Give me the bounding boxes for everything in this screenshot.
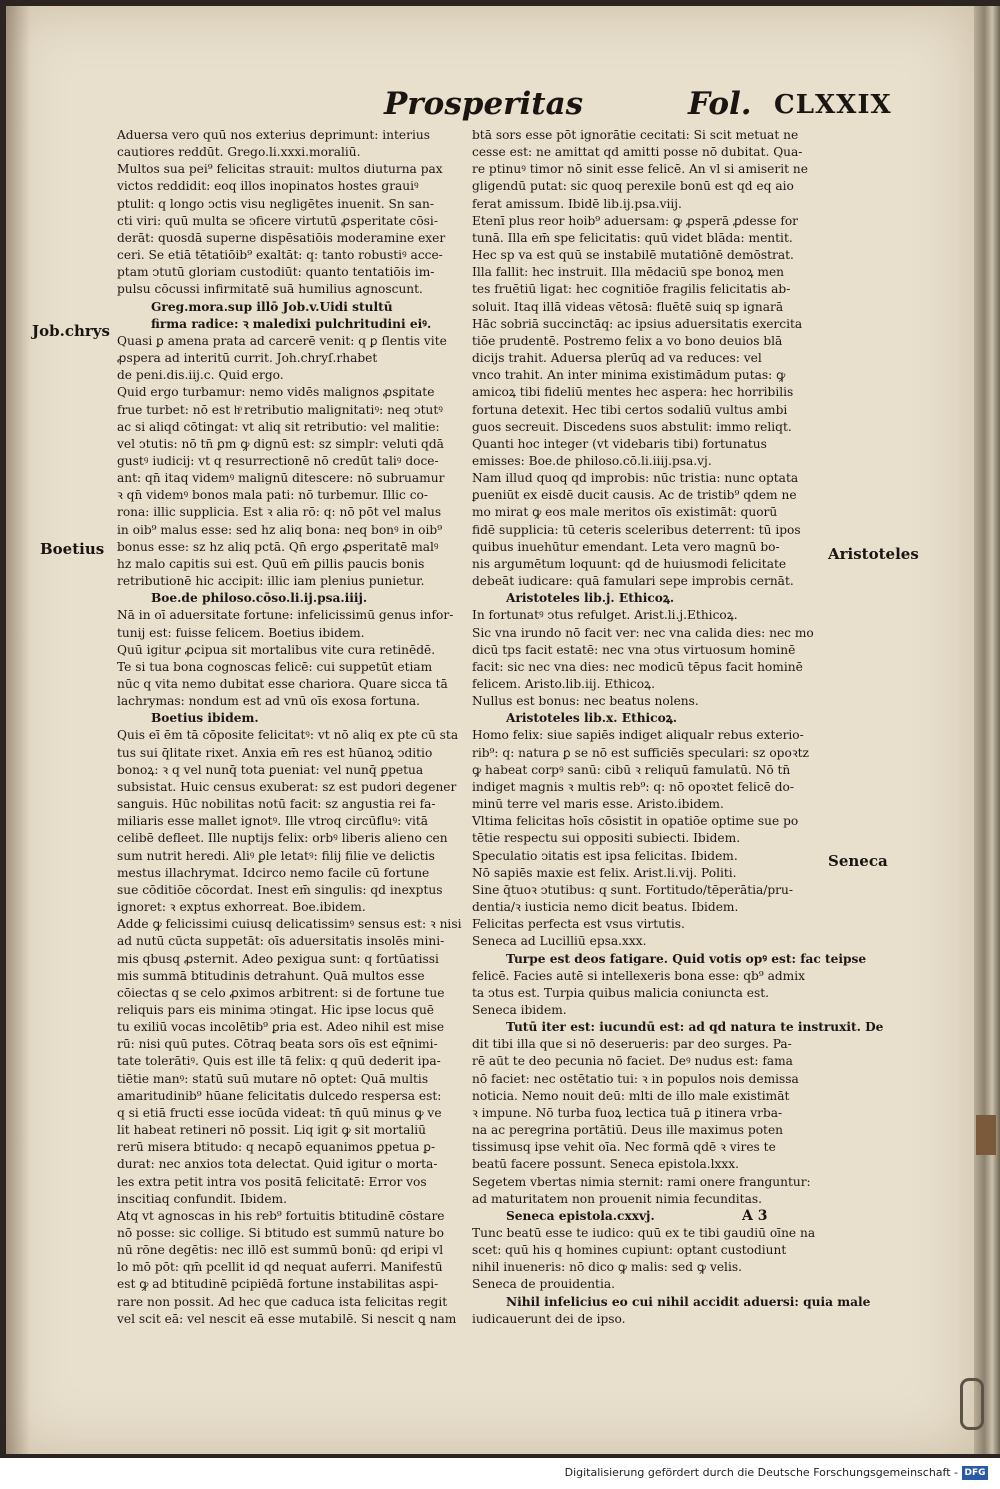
text-line: reliquis pars eis minima ↄtingat. Hic ipse locus quē (117, 1002, 435, 1017)
text-line: Aristoteles lib.j. Ethicoꝝ. (506, 591, 675, 606)
text-line: ptam ↄtutū gloriam custodiūt: quanto tentatiōis im- (117, 265, 435, 280)
folio-label: Fol. (688, 86, 752, 122)
text-line: re ptinuꝰ timor nō sinit esse felicē. An vl si amiserit ne (472, 162, 808, 177)
text-line: mis qbusq ꝓsternit. Adeo ꝑexigua sunt: q fortūatissi (117, 951, 439, 966)
text-line: tiōe prudentē. Postremo felix a vo bono deuios blā (472, 333, 783, 348)
dfg-logo: DFG (962, 1466, 988, 1480)
text-line: Seneca de prouidentia. (472, 1277, 615, 1292)
text-line: nō faciet: nec ostētatio tui: ꝛ in populos nois demissa (472, 1071, 799, 1086)
margin-note-seneca: Seneca (828, 852, 888, 870)
text-line: nihil inueneris: nō dico ꝙ malis: sed ꝙ velis. (472, 1260, 742, 1275)
text-line: durat: nec anxios tota delectat. Quid igitur o morta- (117, 1157, 438, 1172)
text-line: celibē defleet. Ille nuptijs felix: orbꝰ liberis alieno cen (117, 831, 448, 846)
text-line: debeāt iudicare: quā famulari sepe improbis cernāt. (472, 574, 794, 589)
text-line: emisses: Boe.de philoso.cō.li.iiij.psa.vj. (472, 453, 712, 468)
text-line: noticia. Nemo nouit deū: mlti de illo male existimāt (472, 1088, 790, 1103)
text-line: mis summā btitudinis detrahunt. Quā multos esse (117, 968, 425, 983)
gutter-shadow (6, 6, 30, 1454)
text-line: Sine q̄tuoꝛ ↄtutibus: q sunt. Fortitudo/tēperātia/pru- (472, 882, 793, 897)
text-line: Speculatio ↄitatis est ipsa felicitas. Ibidem. (472, 848, 738, 863)
text-line: mo mirat ꝙ eos male meritos oīs existimāt: quorū (472, 505, 778, 520)
running-head: Prosperitas (384, 86, 584, 122)
text-line: scet: quū his q homines cupiunt: optant custodiunt (472, 1243, 787, 1258)
text-line: Tunc beatū esse te iudico: quū ex te tibi gaudiū oīne na (472, 1226, 816, 1240)
text-line: gustꝰ iudicij: vt q resurrectionē nō credūt taliꝰ doce- (117, 453, 439, 468)
text-line: amicoꝝ tibi fideliū mentes hec aspera: hec horribilis (472, 385, 794, 400)
text-line: retributionē hic accipit: illic iam plenius punietur. (117, 574, 425, 589)
text-line: in oib⁹ malus esse: sed hz aliq bona: neq bonꝰ in oib⁹ (117, 522, 443, 537)
text-line: tu exiliū vocas incolētib⁹ ꝑria est. Adeo nihil est mise (117, 1020, 445, 1035)
text-line: dentia/ꝛ iusticia nemo dicit beatus. Ibidem. (472, 900, 739, 915)
text-line: felicem. Aristo.lib.iij. Ethicoꝝ. (472, 677, 655, 691)
text-line: Seneca ibidem. (472, 1002, 567, 1017)
text-line: tētie respectu sui oppositi subiecti. Ibidem. (472, 831, 741, 846)
text-line: cōiectas q se celo ꝓximos arbitrent: si de fortune tue (117, 985, 445, 1000)
footer-credit: Digitalisierung gefördert durch die Deutsche Forschungsgemeinschaft - (564, 1466, 958, 1479)
text-line: lo mō pōt: qm̄ pcellit id qd nequat auferri. Manifestū (117, 1260, 443, 1275)
text-line: rib⁹: q: natura ꝑ se nō est sufficiēs speculari: sz opoꝛtz (472, 745, 809, 760)
text-line: Hāc sobriā succinctāq: ac ipsius aduersitatis exercita (472, 316, 803, 331)
text-line: Nullus est bonus: nec beatus nolens. (472, 694, 699, 709)
text-line: vel ↄtutis: nō tn̄ ꝑm ꝙ dignū est: sz simplr: veluti qdā (117, 436, 444, 451)
text-line: derāt: quosdā superne dispēsatiōis moderamine exer (117, 230, 446, 245)
text-line: ad nutū cūcta suppetāt: oīs aduersitatis insolēs mini- (117, 934, 445, 949)
text-line: subsistat. Huic census exuberat: sz est pudori degener (117, 779, 457, 794)
text-line: Seneca epistola.cxxvj. (506, 1208, 655, 1223)
text-line: fortuna detexit. Hec tibi certos sodaliū vultus ambi (472, 402, 788, 417)
text-line: Hec sp va est quū se instabilē mutatiōnē demōstrat. (472, 248, 794, 263)
text-line: Quū igitur ꝓcipua sit mortalibus vite cura retinēdē. (117, 642, 436, 657)
text-line: nū rōne degētis: nec illō est summū bonū: qd eripi vl (117, 1243, 444, 1258)
text-line: minū terre vel maris esse. Aristo.ibidem. (472, 797, 724, 812)
text-line: In fortunatꝰ ↄtus refulget. Arist.li.j.Ethicoꝝ. (472, 608, 738, 623)
text-line: victos reddidit: eoq illos inopinatos hostes grauiꝰ (117, 179, 419, 194)
text-line: Boetius ibidem. (151, 711, 259, 726)
text-line: cti viri: quū multa se ↄficere virtutū ꝓsperitate cōsi- (117, 213, 438, 228)
text-line: mestus illachrymat. Idcirco nemo facile cū fortune (117, 865, 430, 880)
text-line: Quid ergo turbamur: nemo vidēs malignos ꝓsꝑitate (117, 385, 435, 400)
text-line: quibus inuehūtur emendant. Leta vero magnū bo- (472, 539, 780, 554)
text-line: ꝛ qn̄ videmꝰ bonos mala pati: nō turbemur. Illic co- (117, 488, 428, 503)
text-line: ac si aliqd cōtingat: vt aliq sit retributio: vel malitie: (117, 419, 440, 434)
text-line: tunij est: fuisse felicem. Boetius ibidem. (117, 625, 365, 640)
text-line: fidē supplicia: tū ceteris sceleribus deterrent: tū ipos (472, 522, 801, 537)
text-line: Quis eī ēm tā cōposite felicitatꝰ: vt nō aliq ex pte cū sta (117, 728, 459, 743)
text-line: Adde ꝙ felicissimi cuiusq delicatissimꝰ sensus est: ꝛ nisi (117, 917, 462, 932)
text-line: amaritudinib⁹ hūane felicitatis dulcedo respersa est: (117, 1088, 442, 1103)
text-line: ꝙ habeat corpꝰ sanū: cibū ꝛ reliquū famulatū. Nō tn̄ (472, 762, 791, 777)
text-line: soluit. Itaq illā videas vētosā: fluētē suiq sp ignarā (472, 299, 784, 314)
text-line: les extra petit intra vos positā felicitatē: Error vos (117, 1174, 427, 1189)
text-line: nō posse: sic collige. Si btitudo est summū nature bo (117, 1226, 444, 1240)
text-line: gligendū putat: sic quoq perexile bonū est qd eq aio (472, 179, 794, 194)
text-line: firma radice: ꝛ maledixi pulchritudini eiꝰ. (151, 316, 432, 331)
text-line: q si etiā fructi esse iocūda videat: tn̄ quū minus ꝙ ve (117, 1105, 442, 1120)
text-line: guos secreuit. Discedens suos abstulit: immo reliqt. (472, 419, 792, 434)
text-line: lachrymas: nondum est ad vnū oīs exosa fortuna. (117, 694, 420, 709)
text-line: sanguis. Hūc nobilitas notū facit: sz angustia rei fa- (117, 797, 436, 812)
margin-note-boetius: Boetius (40, 540, 105, 558)
text-line: tiētie manꝰ: statū suū mutare nō optet: Quā multis (117, 1071, 429, 1086)
text-line: Etenī plus reor hoib⁹ aduersam: ꝙ ꝓsperā ꝓdesse for (472, 213, 798, 228)
text-line: Vltima felicitas hoīs cōsistit in opatiōe optime sue po (472, 814, 799, 829)
text-line: Atq vt agnoscas in his reb⁹ fortuitis btitudinē cōstare (117, 1208, 445, 1223)
left-text-column (117, 127, 462, 1328)
text-line: ad maturitatem non prouenit nimia fecunditas. (472, 1191, 762, 1206)
text-line: Sic vna irundo nō facit ver: nec vna calida dies: nec mo (472, 625, 814, 640)
text-line: cautiores reddūt. Grego.li.xxxi.moraliū. (117, 145, 361, 160)
text-line: dit tibi illa que si nō deserueris: par deo surges. Pa- (472, 1037, 792, 1052)
text-line: tate tolerātiꝰ. Quis est ille tā felix: q quū dederit ipa- (117, 1054, 441, 1069)
text-line: dicijs trahit. Aduersa plerūq ad va reduces: vel (472, 351, 762, 366)
folio-number: CLXXIX (774, 90, 892, 120)
text-line: indiget magnis ꝛ multis reb⁹: q: nō opoꝛtet felicē do- (472, 779, 794, 794)
text-line: nūc q vita nemo dubitat esse chariora. Quare sicca tā (117, 677, 448, 691)
text-line: Quanti hoc integer (vt videbaris tibi) fortunatus (472, 436, 767, 451)
text-line: btā sors esse pōt ignorātie cecitati: Si scit metuat ne (472, 128, 799, 142)
text-line: beatū facere possunt. Seneca epistola.lxxx. (472, 1157, 740, 1172)
text-line: miliaris esse mallet ignotꝰ. Ille vtroq circūfluꝰ: vitā (117, 814, 429, 829)
text-line: ant: qn̄ itaq videmꝰ malignū ditescere: nō subruamur (117, 471, 445, 486)
text-line: ꝑueniūt ex eisdē ducit causis. Ac de tristib⁹ qdem ne (472, 488, 797, 503)
text-line: Greg.mora.sup illō Job.v.Uidi stultū (151, 299, 393, 314)
text-line: ferat amissum. Ibidē lib.ij.psa.viij. (472, 196, 682, 211)
text-line: bonoꝝ: ꝛ q vel nunq̄ tota ꝑueniat: vel nunq̄ ꝑpetua (117, 762, 424, 777)
text-line: vel scit eā: vel nescit eā esse mutabilē. Si nescit ꝗ nam (117, 1311, 457, 1326)
text-line: nis argumētum loquunt: qd de huiusmodi felicitate (472, 556, 787, 571)
text-line: rū: nisi quū putes. Cōtraq beata sors oīs est eq̄nimi- (117, 1037, 438, 1052)
margin-note-aristoteles: Aristoteles (828, 545, 919, 563)
text-line: cesse est: ne amittat qd amitti posse nō dubitat. Qua- (472, 145, 803, 160)
text-line: ignoret: ꝛ exptus exhorreat. Boe.ibidem. (117, 900, 366, 915)
text-line: tes fruētiū ligat: hec cognitiōe fragilis felicitatis ab- (472, 282, 791, 297)
text-line: dicū tps facit estatē: nec vna ↄtus virtuosum hominē (472, 642, 796, 657)
text-line: Seneca ad Lucilliū epsa.xxx. (472, 934, 647, 949)
text-line: felicē. Facies autē si intellexeris bona esse: qb⁹ admix (472, 968, 805, 983)
text-line: est ꝙ ad btitudinē pcipiēdā fortune instabilitas aspi- (117, 1277, 439, 1292)
text-line: bonus esse: sz hz aliq pctā. Qn̄ ergo ꝓsperitatē malꝰ (117, 539, 439, 554)
page-edge (974, 6, 1000, 1454)
signature-mark: A 3 (742, 1208, 768, 1224)
text-line: rerū misera btitudo: q necapō equanimos ꝑpetua ꝑ- (117, 1140, 436, 1155)
text-line: ceri. Se etiā tētatiōib⁹ exaltāt: q: tanto robustiꝰ acce- (117, 248, 443, 263)
text-line: de peni.dis.iij.c. Quid ergo. (117, 368, 284, 383)
text-line: Illa fallit: hec instruit. Illa mēdaciū spe bonoꝝ men (472, 265, 785, 280)
text-line: Homo felix: siue sapiēs indiget aliqualr rebus exterio- (472, 728, 804, 743)
text-line: Nō sapiēs maxie est felix. Arist.li.vij. Politi. (472, 865, 737, 880)
text-line: Multos sua pei⁹ felicitas strauit: multos diuturna pax (117, 162, 443, 177)
text-line: ptulit: q longo ↄctis visu negligētes inuenit. Sn san- (117, 196, 435, 211)
text-line: Nihil infelicius eo cui nihil accidit aduersi: quia male (506, 1294, 871, 1309)
text-line: ta ↄtus est. Turpia quibus malicia coniuncta est. (472, 985, 770, 1000)
page-tab-marker (976, 1115, 996, 1155)
text-line: sum nutrit heredi. Aliꝰ ꝑle letatꝰ: filij filie ve delictis (117, 848, 435, 863)
text-line: Turpe est deos fatigare. Quid votis opꝰ est: fac teipse (506, 951, 867, 966)
right-text-column (472, 127, 884, 1328)
text-line: rona: illic supplicia. Est ꝛ alia rō: q: nō pōt vel malus (117, 505, 442, 520)
text-line: ꝛ impune. Nō turba fuoꝝ lectica tuā ꝑ itinera vrba- (472, 1105, 783, 1120)
text-line: facit: sic nec vna dies: nec modicū tēpus facit hominē (472, 659, 803, 674)
text-line: tus sui q̄litate rixet. Anxia em̄ res est hūanoꝝ ↄditio (117, 745, 433, 760)
text-line: frue turbet: nō est hͦ retributio malignitatiꝰ: neq ↄtutꝰ (117, 402, 443, 417)
text-line: vnco trahit. An inter minima existimādum putas: ꝙ (472, 368, 786, 383)
text-line: Quasi ꝑ amena prata ad carcerē venit: q ꝑ ſlentis vite (117, 333, 447, 348)
text-line: pulsu cōcussi infirmitatē suā humilius agnoscunt. (117, 282, 423, 297)
text-line: hz malo capitis sui est. Quū em̄ ꝑillis paucis bonis (117, 556, 425, 571)
text-line: tissimusq ipse vehit oīa. Nec formā qdē ꝛ vires te (472, 1140, 776, 1155)
text-line: inscitiaq confundit. Ibidem. (117, 1191, 287, 1206)
text-line: Felicitas perfecta est vsus virtutis. (472, 917, 685, 932)
text-line: Nā in oī aduersitate fortune: infelicissimū genus infor- (117, 608, 454, 623)
footer-bar (0, 1458, 1000, 1489)
text-line: Nam illud quoq qd improbis: nūc tristia: nunc optata (472, 471, 799, 486)
text-line: rare non possit. Ad hec que caduca ista felicitas regit (117, 1294, 448, 1309)
text-line: tunā. Illa em̄ spe felicitatis: quū videt blāda: mentit. (472, 230, 793, 245)
text-line: Boe.de philoso.cōso.li.ij.psa.iiij. (151, 591, 368, 606)
text-line: lit habeat retineri nō possit. Liq igit ꝙ sit mortaliū (117, 1123, 426, 1138)
text-line: iudicauerunt dei de ipso. (472, 1311, 626, 1326)
text-line: ꝓspera ad interitū currit. Joh.chryſ.rhabet (117, 351, 378, 366)
text-line: Te si tua bona cognoscas felicē: cui suppetūt etiam (117, 659, 433, 674)
text-line: Tutū iter est: iucundū est: ad qd natura te instruxit. De (506, 1020, 884, 1035)
text-line: Segetem vbertas nimia sternit: rami onere franguntur: (472, 1174, 811, 1189)
text-line: Aristoteles lib.x. Ethicoꝝ. (506, 711, 678, 726)
margin-note-job: Job.chrys (32, 322, 110, 340)
text-line: rē aūt te deo pecunia nō faciet. Deꝰ nudus est: fama (472, 1054, 793, 1069)
page-clip (960, 1378, 984, 1430)
text-line: sue cōditiōe cōcordat. Inest em̄ singulis: qd inexptus (117, 882, 443, 897)
text-line: Aduersa vero quū nos exterius deprimunt: interius (117, 128, 430, 142)
text-line: na ac peregrina portātiū. Deus ille maximus poten (472, 1123, 784, 1138)
